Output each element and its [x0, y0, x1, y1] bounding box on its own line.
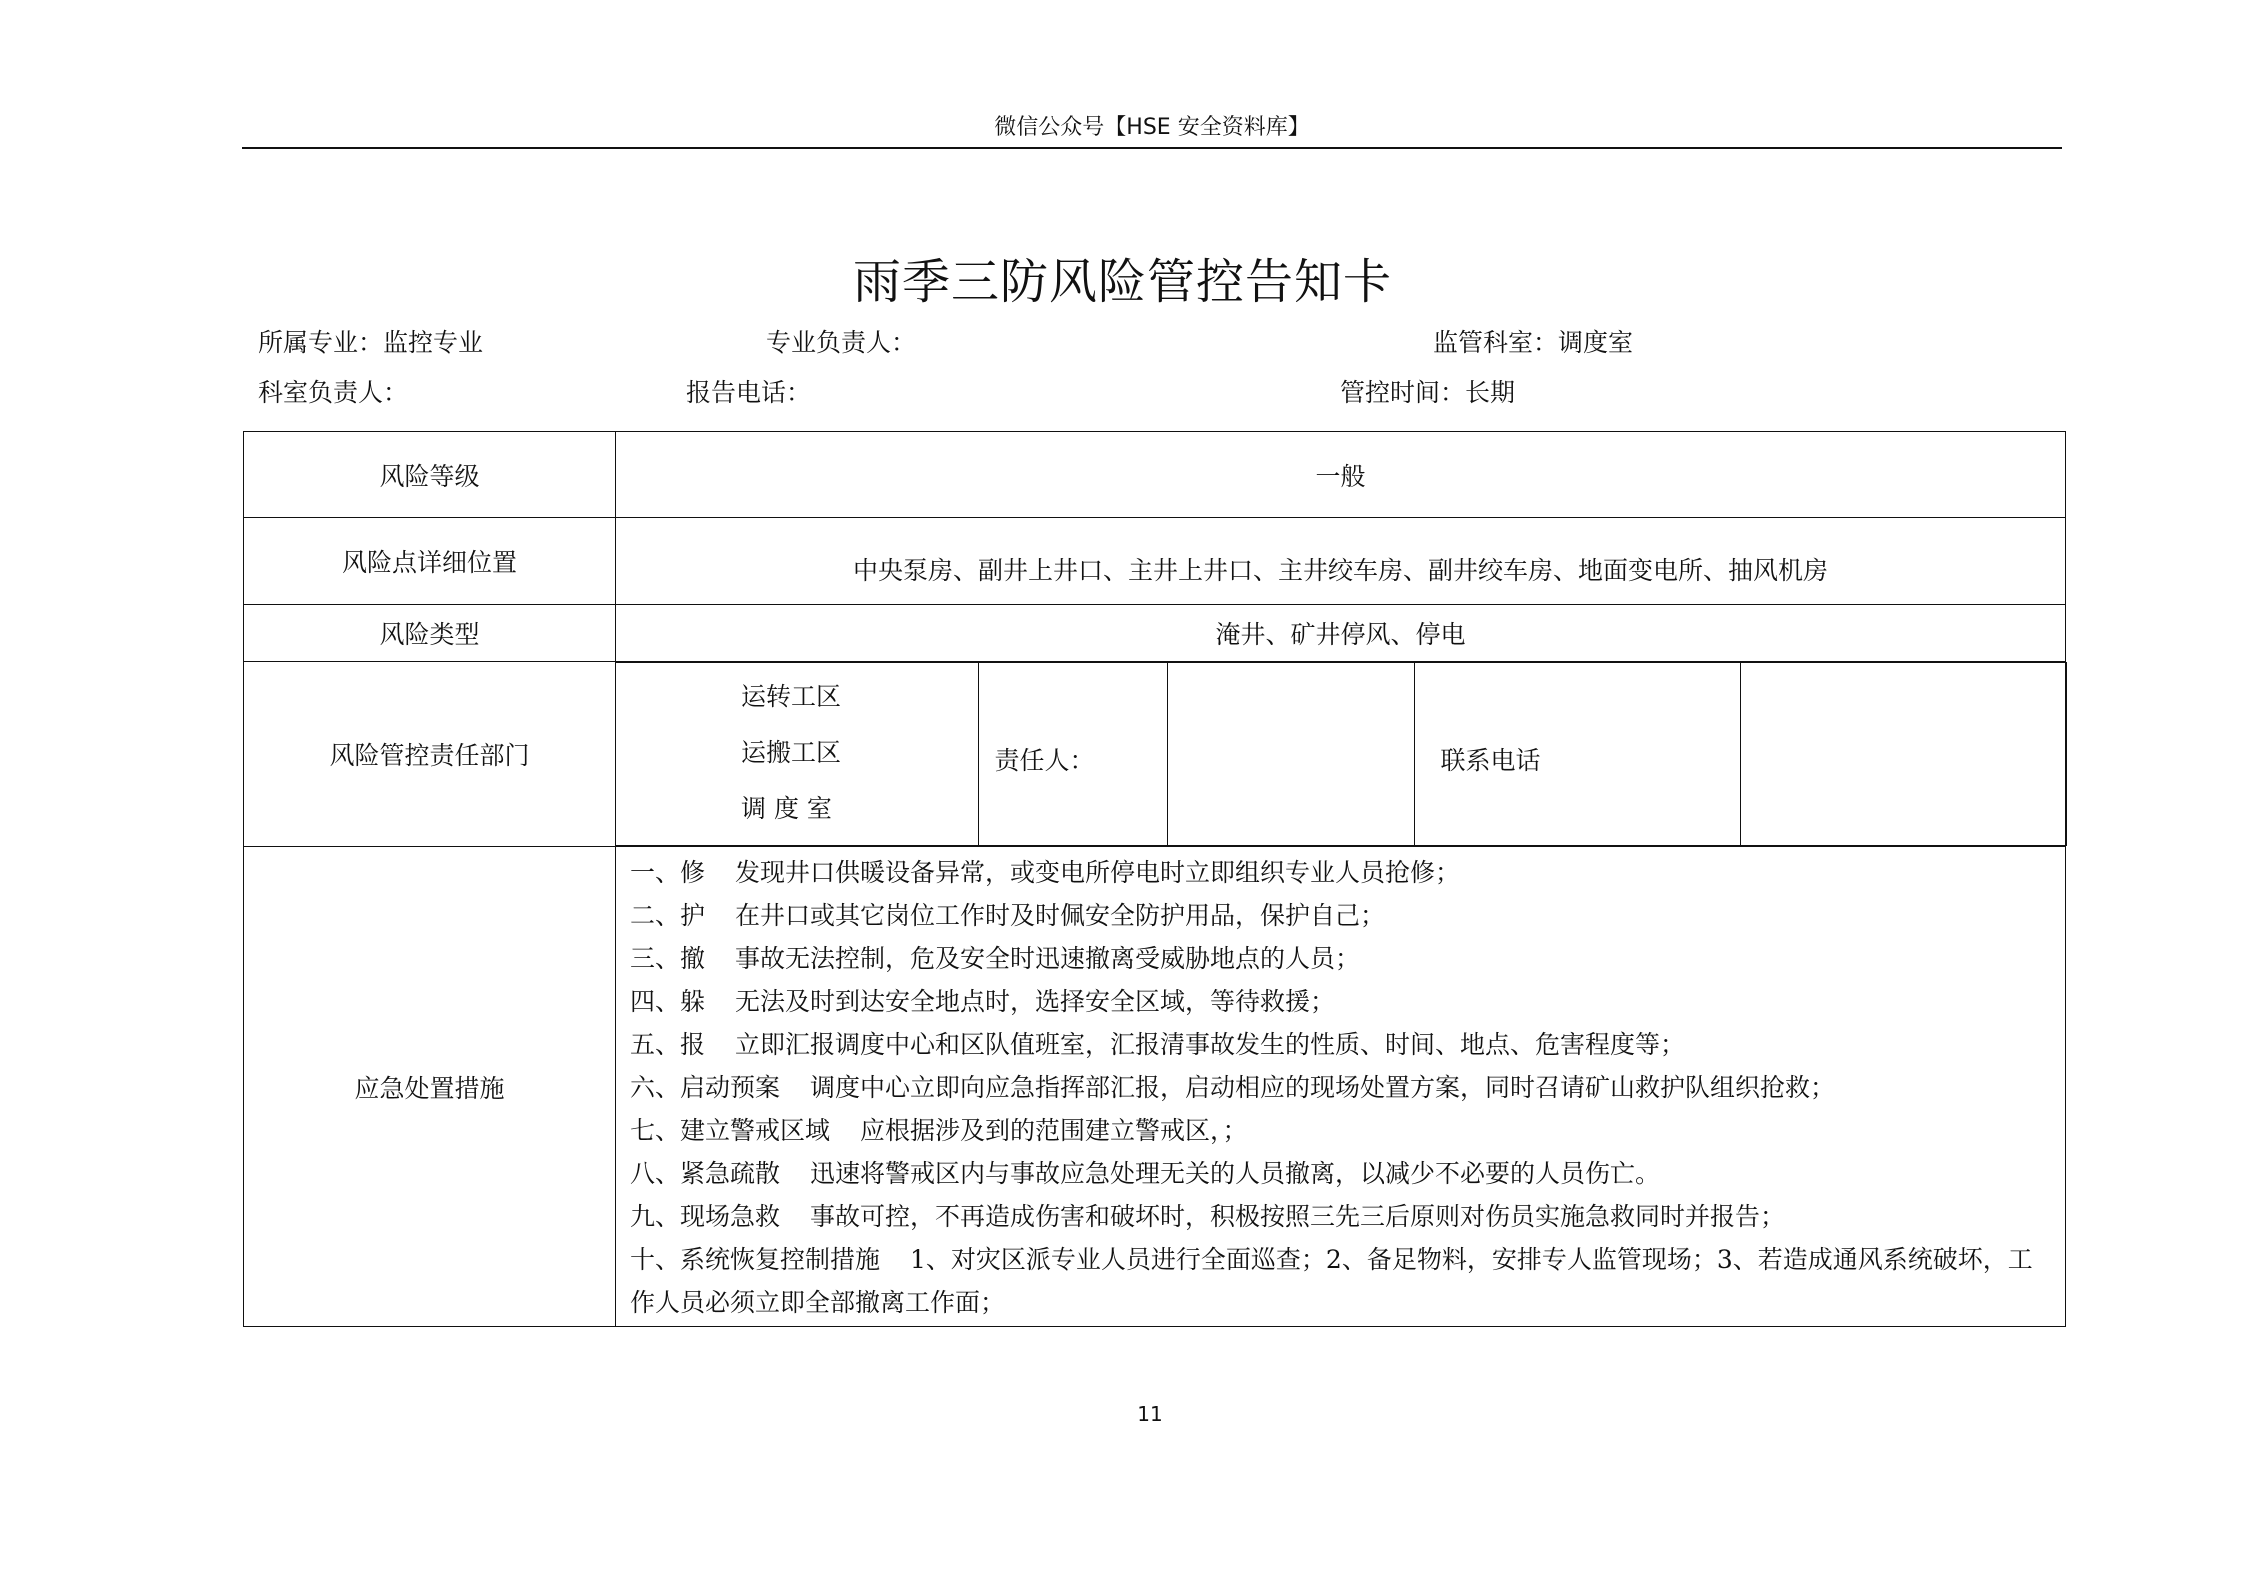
row-emergency-measures	[244, 847, 2066, 1327]
meta-discipline-lead	[766, 326, 916, 360]
measure-item	[630, 980, 2055, 1023]
row-risk-location	[244, 518, 2066, 605]
risk-level-label: 风险等级	[244, 432, 616, 518]
measure-name: 七、建立警戒区域	[630, 1116, 831, 1145]
meta-supervising-dept-value: 调度室	[1558, 328, 1634, 357]
dept-list-cell	[616, 663, 978, 846]
risk-type-label: 风险类型	[244, 605, 616, 662]
dept-list	[616, 663, 978, 845]
measure-text: 1、对灾区派专业人员进行全面巡查；2、备足物料，安排专人监管现场；3、若造成通风系统破坏，工作人员必须立即全部撤离工作面；	[630, 1245, 2033, 1317]
measure-text: 迅速将警戒区内与事故应急处理无关的人员撤离，以减少不必要的人员伤亡。	[810, 1159, 1661, 1188]
meta-discipline-value: 监控专业	[383, 328, 484, 357]
measure-item	[630, 1023, 2055, 1066]
measure-item	[630, 1238, 2055, 1324]
responsible-dept-grid	[616, 662, 2067, 846]
dept-item: 调 度 室	[741, 794, 832, 823]
responsible-dept-cell	[616, 662, 2066, 847]
measure-name: 四、躲	[630, 987, 706, 1016]
measure-name: 八、紧急疏散	[630, 1159, 781, 1188]
measure-item	[630, 1195, 2055, 1238]
page-number: 11	[1137, 1402, 1163, 1426]
risk-level-value: 一般	[616, 432, 2066, 518]
measure-item	[630, 1066, 2055, 1109]
measure-text: 发现井口供暖设备异常，或变电所停电时立即组织专业人员抢修；	[735, 858, 1461, 887]
meta-control-period-value: 长期	[1465, 378, 1516, 407]
phone-value	[1741, 747, 2066, 761]
measure-text: 立即汇报调度中心和区队值班室，汇报清事故发生的性质、时间、地点、危害程度等；	[735, 1030, 1686, 1059]
risk-type-value: 淹井、矿井停风、停电	[616, 605, 2066, 662]
meta-supervising-dept-label: 监管科室：	[1433, 328, 1559, 357]
header-rule	[242, 147, 2062, 149]
dept-item: 运搬工区	[741, 738, 842, 767]
row-risk-level	[244, 432, 2066, 518]
measure-item	[630, 1152, 2055, 1195]
measure-name: 二、护	[630, 901, 706, 930]
meta-dept-lead	[258, 376, 408, 410]
measure-item	[630, 937, 2055, 980]
measure-text: 调度中心立即向应急指挥部汇报，启动相应的现场处置方案，同时召请矿山救护队组织抢救；	[810, 1073, 1836, 1102]
phone-label: 联系电话	[1440, 746, 1541, 775]
measure-text: 事故可控，不再造成伤害和破坏时，积极按照三先三后原则对伤员实施急救同时并报告；	[810, 1202, 1786, 1231]
risk-card-table	[243, 431, 2066, 1327]
person-label-cell	[978, 663, 1167, 846]
card-title: 雨季三防风险管控告知卡	[852, 254, 1392, 310]
dept-item: 运转工区	[741, 682, 842, 711]
meta-control-period	[1340, 376, 1515, 410]
meta-supervising-dept	[1433, 326, 1633, 360]
measure-text: 在井口或其它岗位工作时及时佩安全防护用品，保护自己；	[735, 901, 1386, 930]
page-header: 微信公众号【HSE 安全资料库】	[994, 115, 1310, 140]
measure-name: 九、现场急救	[630, 1202, 781, 1231]
meta-dept-lead-label: 科室负责人：	[258, 378, 409, 407]
person-value-cell	[1167, 663, 1414, 846]
meta-report-phone-label: 报告电话：	[686, 378, 812, 407]
person-label: 责任人：	[994, 746, 1095, 775]
phone-value-cell	[1740, 663, 2066, 846]
measure-text: 无法及时到达安全地点时，选择安全区域，等待救援；	[735, 987, 1336, 1016]
measure-name: 三、撤	[630, 944, 706, 973]
measure-name: 十、系统恢复控制措施	[630, 1245, 881, 1274]
emergency-label: 应急处置措施	[244, 847, 616, 1327]
responsible-dept-label: 风险管控责任部门	[244, 662, 616, 847]
row-risk-type	[244, 605, 2066, 662]
measure-name: 五、报	[630, 1030, 706, 1059]
meta-control-period-label: 管控时间：	[1340, 378, 1466, 407]
meta-report-phone	[686, 376, 811, 410]
measure-item	[630, 851, 2055, 894]
measure-name: 一、修	[630, 858, 706, 887]
meta-discipline-lead-label: 专业负责人：	[766, 328, 917, 357]
risk-location-value: 中央泵房、副井上井口、主井上井口、主井绞车房、副井绞车房、地面变电所、抽风机房	[852, 556, 1828, 585]
measure-text: 事故无法控制，危及安全时迅速撤离受威胁地点的人员；	[735, 944, 1361, 973]
row-responsible-dept	[244, 662, 2066, 847]
measure-name: 六、启动预案	[630, 1073, 781, 1102]
measure-text: 应根据涉及到的范围建立警戒区，；	[860, 1116, 1248, 1145]
person-value	[1168, 747, 1414, 761]
risk-location-label: 风险点详细位置	[244, 518, 616, 605]
meta-discipline-label: 所属专业：	[258, 328, 384, 357]
measure-item	[630, 894, 2055, 937]
phone-label-cell	[1414, 663, 1740, 846]
emergency-measures-cell	[616, 847, 2066, 1327]
measure-item	[630, 1109, 2055, 1152]
risk-location-cell	[616, 518, 2066, 605]
meta-discipline	[258, 326, 483, 360]
